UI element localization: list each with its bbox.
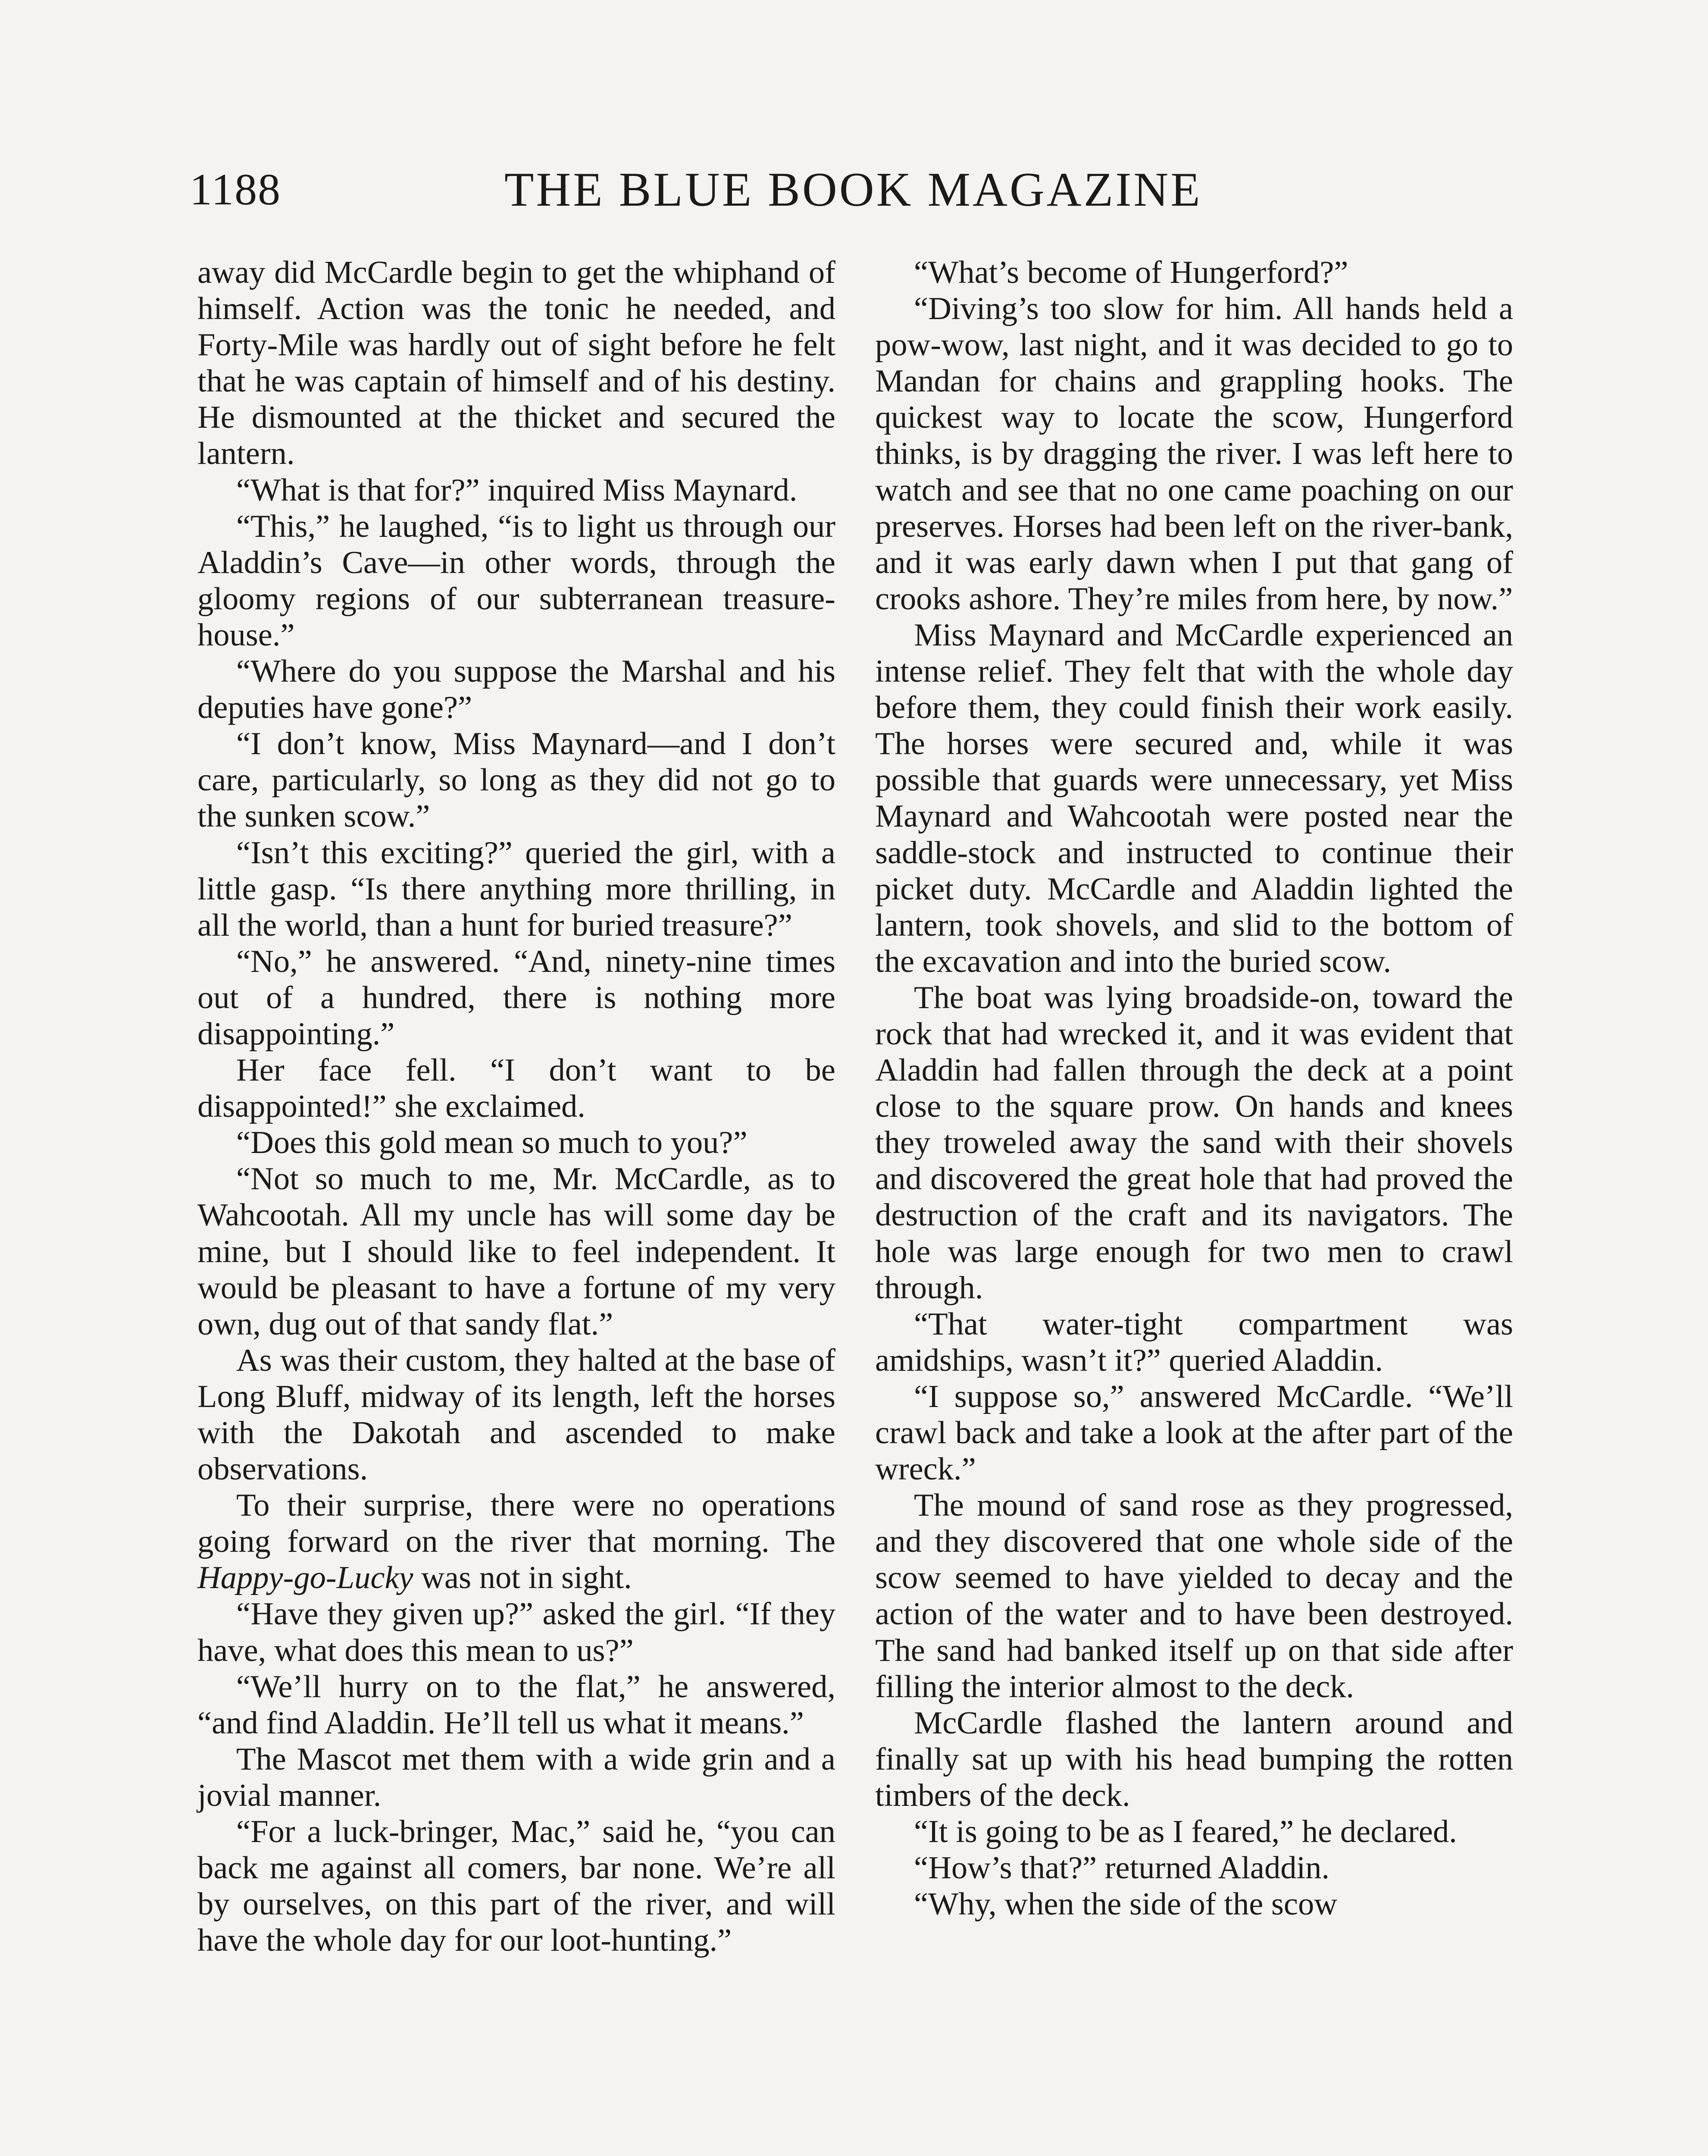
paragraph: The Mascot met them with a wide grin and a jovial manner. — [197, 1741, 835, 1813]
paragraph: “Isn’t this exciting?” queried the girl, with a little gasp. “Is there anything more thrilling, in all the world, than a hunt for buried treasure?” — [197, 835, 835, 943]
paragraph: “It is going to be as I feared,” he declared. — [914, 1814, 1457, 1850]
paragraph: “No,” he answered. “And, ninety-nine times out of a hundred, there is nothing more disappointing.” — [197, 943, 835, 1052]
paragraph: “What is that for?” inquired Miss Maynard. — [236, 472, 798, 508]
paragraph: “We’ll hurry on to the flat,” he answered, “and find Aladdin. He’ll tell us what it means.” — [197, 1669, 835, 1741]
paragraph: “How’s that?” returned Aladdin. — [914, 1850, 1330, 1886]
right-column — [875, 254, 1513, 1922]
running-title: THE BLUE BOOK MAGAZINE — [504, 163, 1202, 216]
paragraph: “Where do you suppose the Marshal and his deputies have gone?” — [197, 654, 835, 726]
boat-name: Happy-go-Lucky — [197, 1560, 413, 1596]
paragraph: The boat was lying broadside-on, toward the rock that had wrecked it, and it was evident that Aladdin had fallen through the deck at a point close to the square prow. On hands and knees they troweled away the sand with their shovels and discovered the great hole that had proved the destruction of the craft and its navigators. The hole was large enough for two men to crawl through. — [875, 980, 1513, 1306]
paragraph: “Have they given up?” asked the girl. “If they have, what does this mean to us?” — [197, 1596, 835, 1668]
paragraph: “I suppose so,” answered McCardle. “We’ll crawl back and take a look at the after part of the wreck.” — [875, 1379, 1513, 1487]
paragraph: “I don’t know, Miss Maynard—and I don’t care, particularly, so long as they did not go to the sunken scow.” — [197, 726, 835, 834]
page-number: 1188 — [190, 165, 282, 214]
left-column — [197, 254, 835, 1959]
paragraph: Miss Maynard and McCardle experienced an intense relief. They felt that with the whole day before them, they could finish their work easily. The horses were secured and, while it was possible that guards were unnecessary, yet Miss Maynard and Wahcootah were posted near the saddle-stock and instructed to continue their picket duty. McCardle and Aladdin lighted the lantern, took shovels, and slid to the bottom of the excavation and into the buried scow. — [875, 617, 1513, 979]
paragraph: As was their custom, they halted at the base of Long Bluff, midway of its length, left the horses with the Dakotah and ascended to make observations. — [197, 1342, 835, 1487]
paragraph: “Why, when the side of the scow — [914, 1887, 1337, 1922]
paragraph — [197, 1487, 835, 1596]
paragraph: McCardle flashed the lantern around and finally sat up with his head bumping the rotten timbers of the deck. — [875, 1705, 1513, 1813]
paragraph: “Not so much to me, Mr. McCardle, as to Wahcootah. All my uncle has will some day be mine, but I should like to feel independent. It would be pleasant to have a fortune of my very own, dug out of that sandy flat.” — [197, 1161, 835, 1342]
paragraph-text: To their surprise, there were no operations going forward on the river that morning. The — [197, 1488, 835, 1560]
paragraph: The mound of sand rose as they progressed, and they discovered that one whole side of the scow seemed to have yielded to decay and the action of the water and to have been destroyed. The sand had banked itself up on that side after filling the interior almost to the deck. — [875, 1488, 1513, 1705]
paragraph: “Diving’s too slow for him. All hands held a pow-wow, last night, and it was decided to go to Mandan for chains and grappling hooks. The quickest way to locate the scow, Hungerford thinks, is by dragging the river. I was left here to watch and see that no one came poaching on our preserves. Horses had been left on the river-bank, and it was early dawn when I put that gang of crooks ashore. They’re miles from here, by now.” — [875, 291, 1513, 617]
paragraph: “Does this gold mean so much to you?” — [236, 1125, 748, 1161]
paragraph: “This,” he laughed, “is to light us through our Aladdin’s Cave—in other words, through the gloomy regions of our subterranean treasure-house.” — [197, 508, 835, 653]
paragraph: “That water-tight compartment was amidships, wasn’t it?” queried Aladdin. — [875, 1306, 1513, 1378]
paragraph: Her face fell. “I don’t want to be disappointed!” she exclaimed. — [197, 1053, 835, 1125]
paragraph: “For a luck-bringer, Mac,” said he, “you can back me against all comers, bar none. We’re all by ourselves, on this part of the river, and will have the whole day for our loot-hunting.” — [197, 1814, 835, 1959]
paragraph: “What’s become of Hungerford?” — [914, 255, 1348, 290]
paragraph: away did McCardle begin to get the whiphand of himself. Action was the tonic he needed, and Forty-Mile was hardly out of sight before he felt that he was captain of himself and of his destiny. He dismounted at the thicket and secured the lantern. — [197, 255, 835, 472]
paragraph-text: was not in sight. — [413, 1560, 632, 1596]
page-header — [190, 160, 1517, 229]
